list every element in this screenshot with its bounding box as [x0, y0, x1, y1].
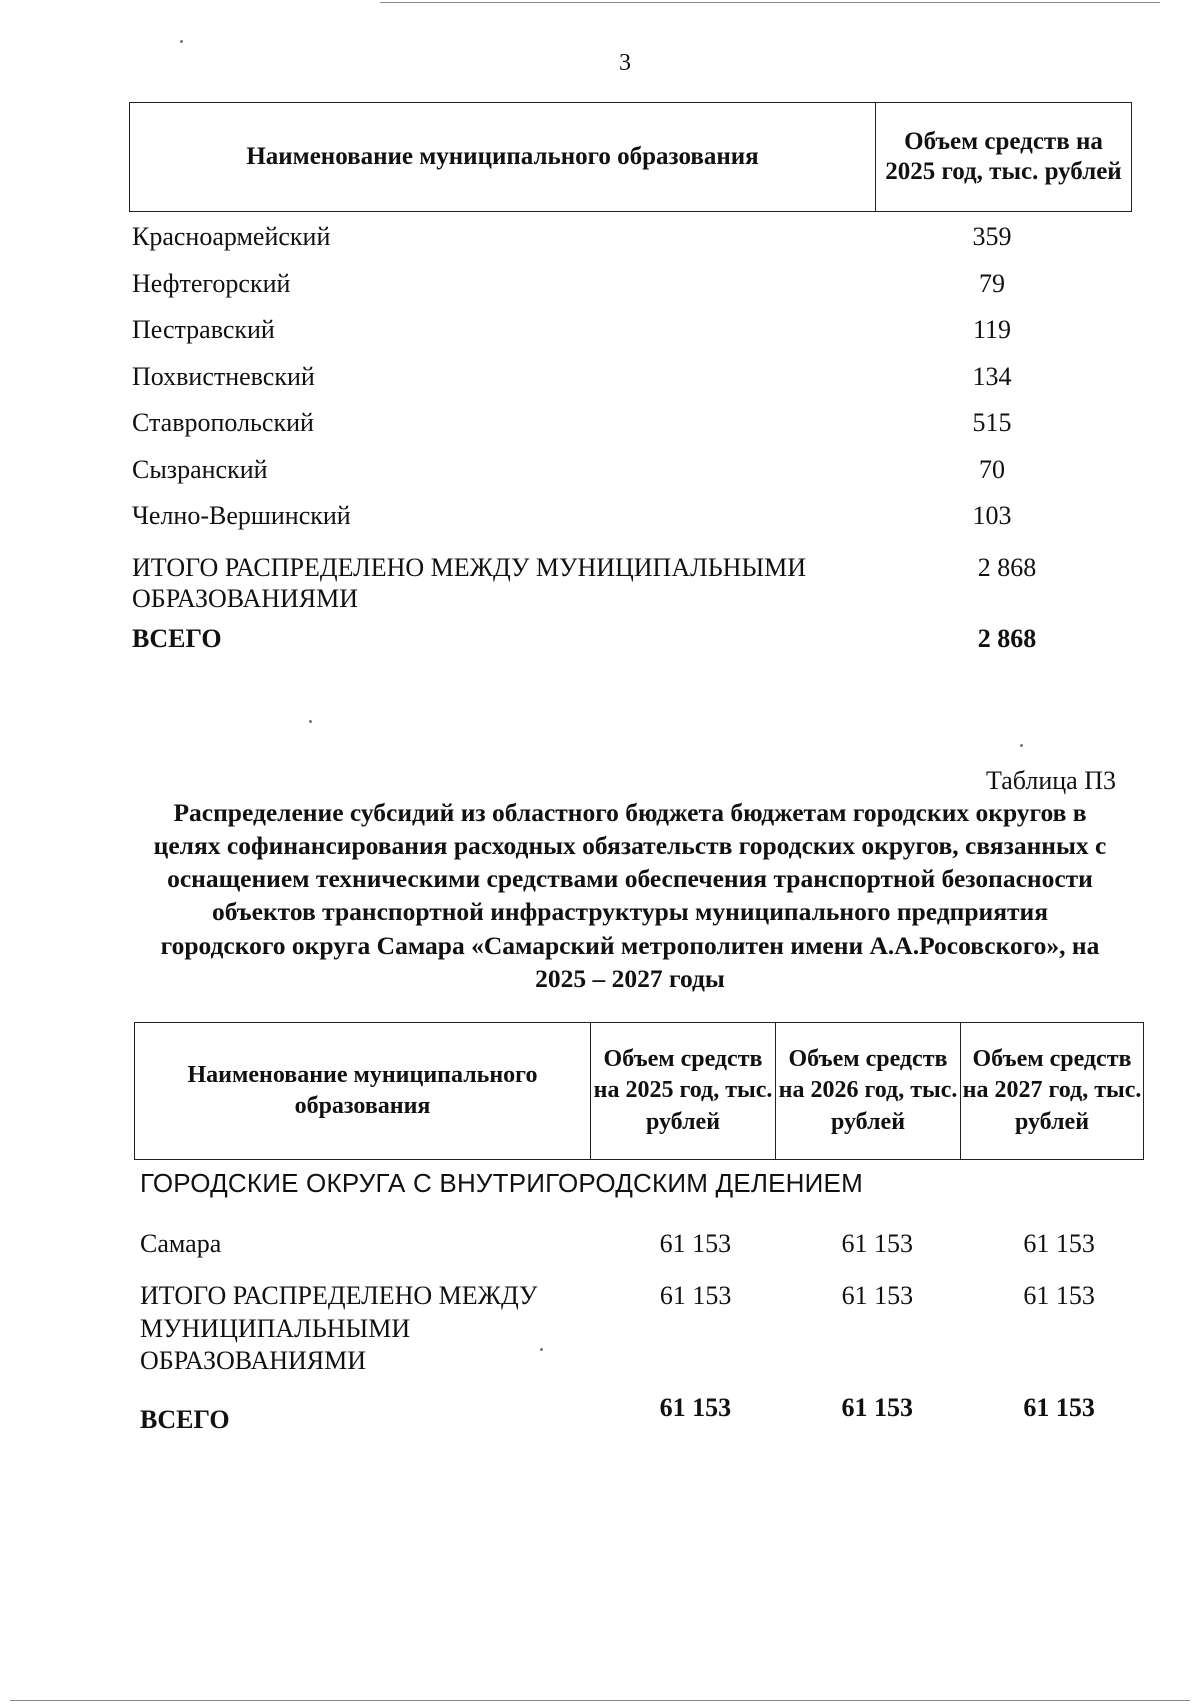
scan-edge-top: [380, 2, 1160, 3]
grand-total-label: ВСЕГО: [132, 624, 222, 653]
scan-speck: [180, 40, 183, 43]
grand-total-value-2026: 61 153: [841, 1393, 913, 1422]
table-row: [132, 493, 1132, 540]
table2-header-2026: Объем средств на 2026 год, тыс. рублей: [776, 1023, 961, 1159]
row-value: 103: [972, 501, 1012, 531]
table1-header: [129, 102, 1132, 212]
table-title: Распределение субсидий из областного бюджета бюджетам городских округов в целях софинансирования расходных обязательств городских округов, связанных с оснащением техническими средствами обеспечения транспортной безопасности объектов транспортной инфраструктуры муниципального предприятия городского округа Самара «Самарский метрополитен имени А.А.Росовского», на 2025 – 2027 годы: [153, 798, 1107, 993]
total-value-2027: 61 153: [1023, 1281, 1095, 1310]
scan-edge-bottom: [10, 1700, 1190, 1701]
table-row: [132, 214, 1132, 261]
table-row: [132, 307, 1132, 354]
scan-speck: [309, 720, 312, 723]
row-value: 515: [972, 408, 1012, 438]
table1-header-value: Объем средств на 2025 год, тыс. рублей: [885, 128, 1122, 185]
table-label: Таблица П3: [986, 766, 1116, 795]
row-value: 119: [972, 315, 1012, 345]
total-label: ИТОГО РАСПРЕДЕЛЕНО МЕЖДУ МУНИЦИПАЛЬНЫМИ ОБРАЗОВАНИЯМИ: [132, 553, 807, 614]
row-name: Красноармейский: [132, 222, 331, 252]
table2-header-2027: Объем средств на 2027 год, тыс. рублей: [962, 1046, 1142, 1135]
grand-total-value: 2 868: [977, 624, 1037, 653]
row-name: Ставропольский: [132, 408, 314, 438]
table-row: [140, 1228, 1150, 1261]
row-value: 70: [979, 454, 1005, 484]
row-value-2026: 61 153: [841, 1229, 913, 1258]
table2-grand-total-row: [140, 1392, 1150, 1437]
table2-total-row: [140, 1280, 1150, 1378]
table1-body: [132, 214, 1132, 540]
total-value-2025: 61 153: [659, 1281, 732, 1310]
row-value: 79: [979, 268, 1005, 298]
table-row: [132, 261, 1132, 308]
table-row: [132, 447, 1132, 494]
row-name: Похвистневский: [132, 361, 315, 391]
table1-header-name: Наименование муниципального образования: [130, 103, 876, 211]
table2-header-name: Наименование муниципального образования: [135, 1023, 591, 1159]
scan-speck: [1020, 744, 1023, 747]
row-name: Челно-Вершинский: [132, 501, 351, 531]
row-name: Сызранский: [132, 454, 268, 484]
row-value: 134: [972, 361, 1012, 391]
total-value: 2 868: [977, 553, 1037, 582]
row-value-2025: 61 153: [659, 1229, 732, 1258]
row-name: Нефтегорский: [132, 268, 291, 298]
page-number: 3: [619, 50, 631, 76]
grand-total-value-2025: 61 153: [659, 1393, 732, 1422]
table2-header-2025: Объем средств на 2025 год, тыс. рублей: [591, 1023, 776, 1159]
grand-total-label: ВСЕГО: [140, 1405, 230, 1434]
row-name: Пестравский: [132, 315, 275, 345]
table1-grand-total-row: [132, 624, 1132, 654]
table2-header: [134, 1022, 1144, 1160]
grand-total-value-2027: 61 153: [1023, 1393, 1095, 1422]
row-name: Самара: [140, 1229, 222, 1258]
row-value: 359: [972, 222, 1012, 252]
row-value-2027: 61 153: [1023, 1229, 1095, 1258]
total-value-2026: 61 153: [841, 1281, 914, 1310]
total-label: ИТОГО РАСПРЕДЕЛЕНО МЕЖДУ МУНИЦИПАЛЬНЫМИ ОБРАЗОВАНИЯМИ: [140, 1281, 538, 1375]
section-heading: ГОРОДСКИЕ ОКРУГА С ВНУТРИГОРОДСКИМ ДЕЛЕНИЕМ: [140, 1168, 863, 1198]
table-row: [132, 354, 1132, 401]
table1-total-row: [132, 552, 1132, 614]
table-row: [132, 400, 1132, 447]
